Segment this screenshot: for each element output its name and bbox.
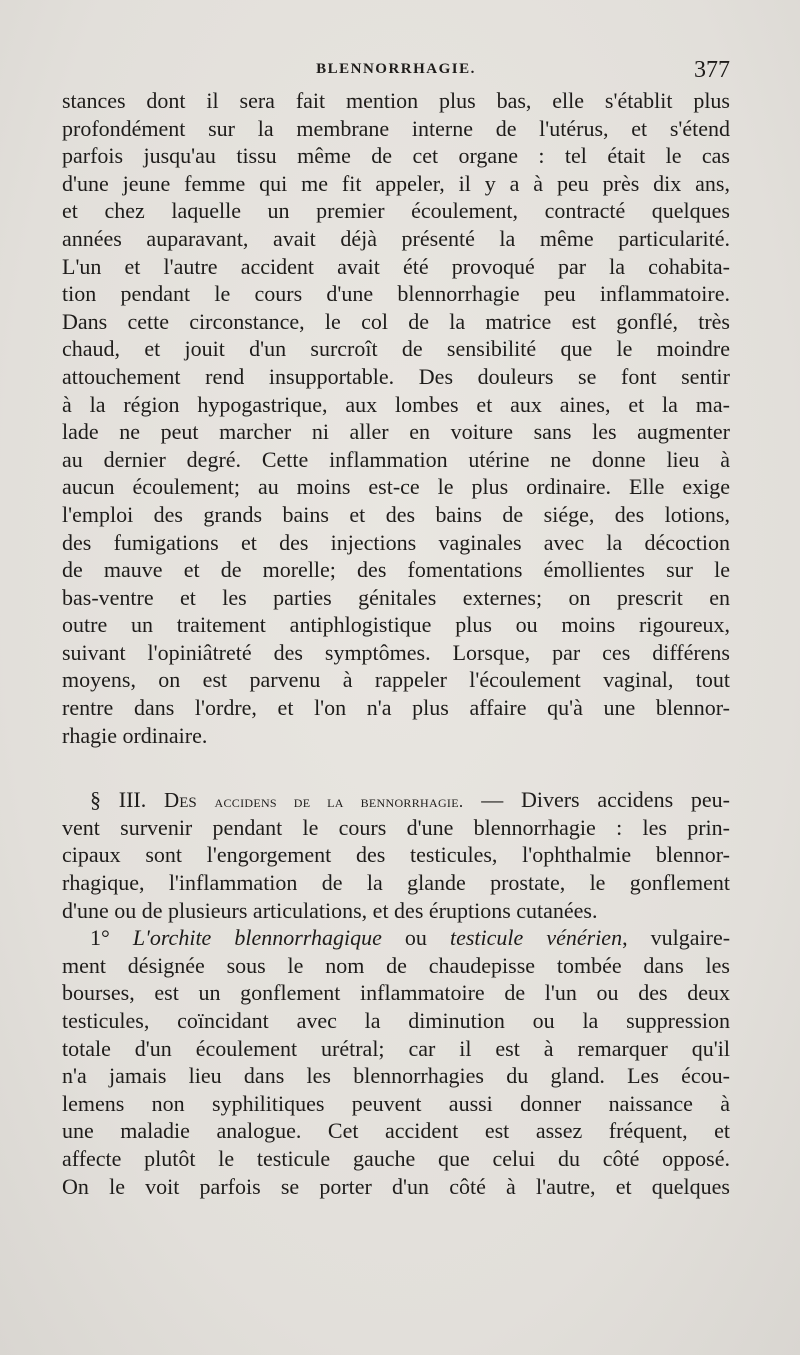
- text-line: rentre dans l'ordre, et l'on n'a plus affaire qu'à une blennor-: [62, 695, 730, 721]
- text-line: d'une ou de plusieurs articulations, et des éruptions cutanées.: [62, 897, 598, 923]
- text-line: n'a jamais lieu dans les blennorrhagies du gland. Les écou-: [62, 1063, 730, 1089]
- text-line: de mauve et de morelle; des fomentations émollientes sur le: [62, 557, 730, 583]
- text-line: à la région hypogastrique, aux lombes et aux aines, et la ma-: [62, 391, 730, 417]
- text-line: l'emploi des grands bains et des bains de siége, des lotions,: [62, 501, 730, 527]
- section-heading-line: [62, 786, 730, 814]
- text-line: rhagie ordinaire.: [62, 722, 208, 748]
- text-line: et chez laquelle un premier écoulement, contracté quelques: [62, 198, 730, 224]
- text-line: affecte plutôt le testicule gauche que celui du côté opposé.: [62, 1145, 730, 1171]
- running-head: [62, 57, 730, 87]
- text-line: lade ne peut marcher ni aller en voiture sans les augmenter: [62, 419, 730, 445]
- section-line-rest: Divers accidens peu-: [520, 787, 731, 813]
- section-heading-lead: Des: [164, 788, 197, 813]
- item-connector: ou: [404, 925, 427, 951]
- text-line: profondément sur la membrane interne de l'utérus, et s'étend: [62, 115, 730, 141]
- section-number: § III.: [90, 787, 147, 813]
- text-line: cipaux sont l'engorgement des testicules, l'ophthalmie blennor-: [62, 842, 730, 868]
- running-head-title: BLENNORRHAGIE.: [316, 61, 476, 77]
- text-line: aucun écoulement; au moins est-ce le plus ordinaire. Elle exige: [62, 474, 730, 500]
- text-line: ment désignée sous le nom de chaudepisse tombée dans les: [62, 952, 730, 978]
- item-1-text: [62, 952, 730, 1200]
- text-line: bas-ventre et les parties génitales externes; on prescrit en: [62, 584, 730, 610]
- text-line: vent survenir pendant le cours d'une blennorrhagie : les prin-: [62, 814, 730, 840]
- text-line: rhagique, l'inflammation de la glande prostate, le gonflement: [62, 870, 730, 896]
- text-line: On le voit parfois se porter d'un côté à l'autre, et quelques: [62, 1173, 730, 1199]
- text-line: une maladie analogue. Cet accident est assez fréquent, et: [62, 1118, 730, 1144]
- item-line-rest: , vulgaire-: [622, 925, 731, 951]
- text-line: des fumigations et des injections vaginales avec la décoction: [62, 529, 730, 555]
- section-dash: —: [481, 787, 504, 813]
- text-line: outre un traitement antiphlogistique plus ou moins rigoureux,: [62, 612, 730, 638]
- text-line: d'une jeune femme qui me fit appeler, il y a à peu près dix ans,: [62, 170, 730, 196]
- text-line: moyens, on est parvenu à rappeler l'écoulement vaginal, tout: [62, 667, 730, 693]
- page-number: 377: [694, 57, 730, 83]
- text-line: bourses, est un gonflement inflammatoire de l'un ou des deux: [62, 980, 730, 1006]
- section-heading-title: accidens de la bennorrhagie.: [214, 792, 464, 812]
- section-spacer: [62, 749, 730, 786]
- item-1-first-line: [62, 924, 730, 952]
- text-line: stances dont il sera fait mention plus bas, elle s'établit plus: [62, 88, 730, 113]
- text-line: années auparavant, avait déjà présenté la même particularité.: [62, 225, 730, 251]
- text-line: suivant l'opiniâtreté des symptômes. Lorsque, par ces différens: [62, 639, 730, 665]
- text-line: testicules, coïncidant avec la diminution ou la suppression: [62, 1008, 730, 1033]
- section-3-text: [62, 814, 730, 924]
- item-term-orchite: L'orchite blennorrhagique: [132, 925, 382, 951]
- text-line: L'un et l'autre accident avait été provoqué par la cohabita-: [62, 253, 730, 279]
- text-line: parfois jusqu'au tissu même de cet organe : tel était le cas: [62, 143, 730, 169]
- item-term-testicule: testicule vénérien: [449, 925, 623, 951]
- text-line: lemens non syphilitiques peuvent aussi donner naissance à: [62, 1090, 730, 1116]
- text-line: tion pendant le cours d'une blennorrhagie peu inflammatoire.: [62, 281, 730, 307]
- text-line: totale d'un écoulement urétral; car il est à remarquer qu'il: [62, 1035, 730, 1061]
- item-number: 1°: [90, 925, 110, 951]
- text-line: au dernier degré. Cette inflammation utérine ne donne lieu à: [62, 446, 730, 472]
- paragraph-continuation: [62, 87, 730, 749]
- text-line: attouchement rend insupportable. Des douleurs se font sentir: [62, 363, 730, 389]
- text-line: chaud, et jouit d'un surcroît de sensibilité que le moindre: [62, 336, 730, 362]
- body-text: [62, 87, 730, 1200]
- text-line: Dans cette circonstance, le col de la matrice est gonflé, très: [62, 308, 730, 334]
